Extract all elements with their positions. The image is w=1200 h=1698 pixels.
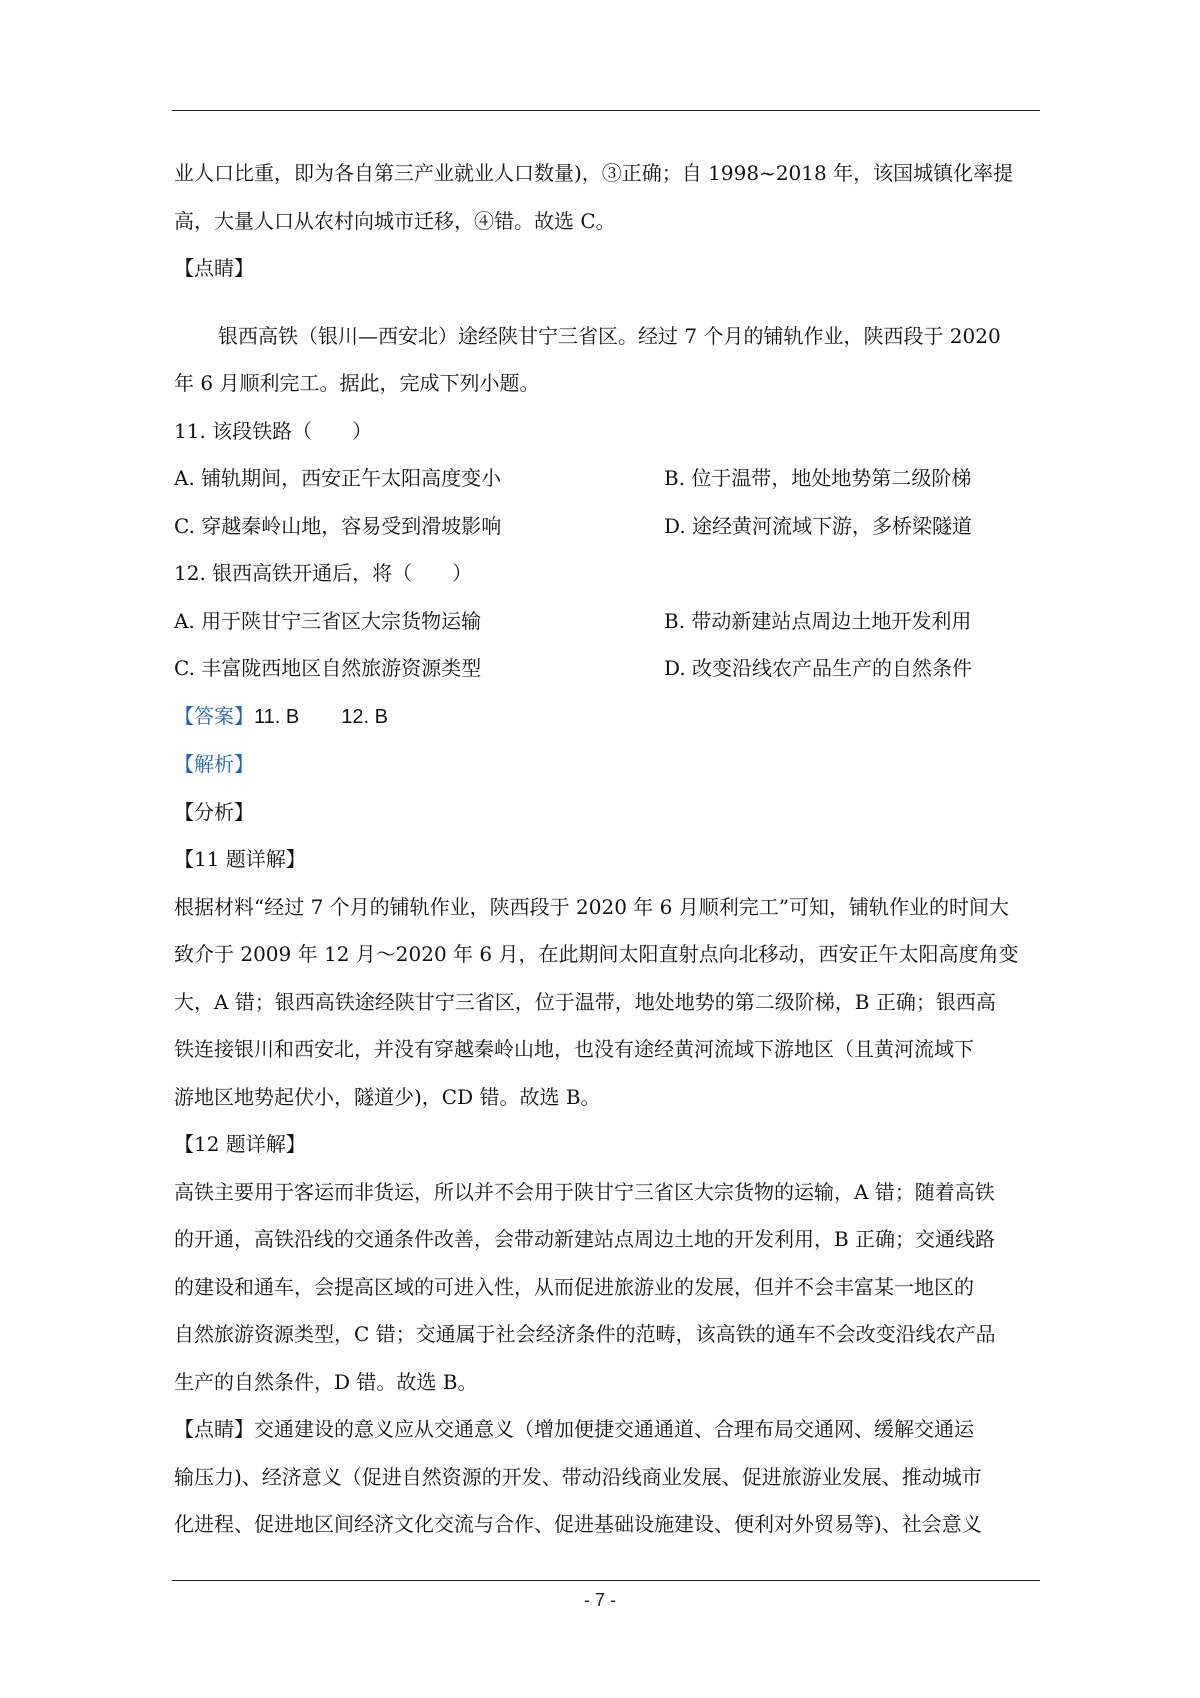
question-12-options-row-1 <box>174 598 1040 646</box>
detail-11-line: 游地区地势起伏小，隧道少)，CD 错。故选 B。 <box>174 1084 601 1109</box>
dianjing-2-line: 【点睛】交通建设的意义应从交通意义（增加便捷交通通道、合理布局交通网、缓解交通运 <box>174 1417 974 1441</box>
material-line-1: 银西高铁（银川—西安北）途经陕甘宁三省区。经过 7 个月的铺轨作业，陕西段于 2020 <box>218 323 1001 348</box>
jiexi-heading: 【解析】 <box>174 752 254 776</box>
detail-11-line: 根据材料“经过 7 个月的铺轨作业，陕西段于 2020 年 6 月顺利完工”可知，铺轨作业的时间大 <box>174 894 1009 919</box>
question-12-stem: 12. 银西高铁开通后，将（ ） <box>174 561 473 585</box>
question-12-option-b: B. 带动新建站点周边土地开发利用 <box>664 608 972 633</box>
question-11-options-row-1 <box>174 455 1040 503</box>
detail-12-line: 自然旅游资源类型，C 错；交通属于社会经济条件的范畴，该高铁的通车不会改变沿线农产品 <box>174 1322 996 1346</box>
material-line-2: 年 6 月顺利完工。据此，完成下列小题。 <box>174 371 540 395</box>
detail-12-line: 高铁主要用于客运而非货运，所以并不会用于陕甘宁三省区大宗货物的运输，A 错；随着高铁 <box>174 1179 995 1204</box>
question-12-option-a: A. 用于陕甘宁三省区大宗货物运输 <box>174 608 482 633</box>
question-11-option-a: A. 铺轨期间，西安正午太阳高度变小 <box>174 466 502 490</box>
continuation-line-1: 业人口比重，即为各自第三产业就业人口数量)，③正确；自 1998~2018 年，该国城镇化率提 <box>174 161 1014 185</box>
answer-line <box>174 693 1040 742</box>
page-number: - 7 - <box>583 1590 616 1610</box>
answer-label: 【答案】 <box>174 703 254 728</box>
dianjing-heading: 【点睛】 <box>174 256 254 280</box>
question-12-options-row-2 <box>174 645 1040 693</box>
question-11-options-row-2 <box>174 503 1040 551</box>
question-11-option-b: B. 位于温带，地处地势第二级阶梯 <box>664 466 972 490</box>
dianjing-2-line: 化进程、促进地区间经济文化交流与合作、促进基础设施建设、便利对外贸易等)、社会意义 <box>174 1512 982 1536</box>
detail-12-line: 生产的自然条件，D 错。故选 B。 <box>174 1369 478 1394</box>
detail-12-line: 的建设和通车，会提高区域的可进入性，从而促进旅游业的发展，但并不会丰富某一地区的 <box>174 1274 974 1299</box>
detail-12-heading: 【12 题详解】 <box>174 1132 306 1156</box>
question-11-option-d: D. 途经黄河流域下游，多桥梁隧道 <box>664 513 973 538</box>
page-content <box>174 150 1040 1549</box>
answer-11: 11. B <box>254 705 300 728</box>
footer-rule <box>172 1580 1040 1581</box>
detail-11-line: 大，A 错；银西高铁途经陕甘宁三省区，位于温带，地处地势的第二级阶梯，B 正确；银西高 <box>174 989 996 1014</box>
detail-11-heading: 【11 题详解】 <box>174 847 306 871</box>
header-rule <box>172 110 1040 111</box>
continuation-line-2: 高，大量人口从农村向城市迁移，④错。故选 C。 <box>174 208 616 233</box>
question-11-option-c: C. 穿越秦岭山地，容易受到滑坡影响 <box>174 513 502 538</box>
detail-11-line: 致介于 2009 年 12 月～2020 年 6 月，在此期间太阳直射点向北移动，西安正午太阳高度角变 <box>174 942 1019 966</box>
detail-11-line: 铁连接银川和西安北，并没有穿越秦岭山地，也没有途经黄河流域下游地区（且黄河流域下 <box>174 1037 974 1061</box>
question-11-stem: 11. 该段铁路（ ） <box>174 418 373 443</box>
dianjing-2-line: 输压力)、经济意义（促进自然资源的开发、带动沿线商业发展、促进旅游业发展、推动城市 <box>174 1464 982 1489</box>
question-12-option-c: C. 丰富陇西地区自然旅游资源类型 <box>174 656 482 680</box>
detail-12-line: 的开通，高铁沿线的交通条件改善，会带动新建站点周边土地的开发利用，B 正确；交通线路 <box>174 1227 996 1251</box>
question-12-option-d: D. 改变沿线农产品生产的自然条件 <box>664 656 973 680</box>
fenxi-heading: 【分析】 <box>174 799 254 824</box>
answer-12: 12. B <box>341 705 388 728</box>
